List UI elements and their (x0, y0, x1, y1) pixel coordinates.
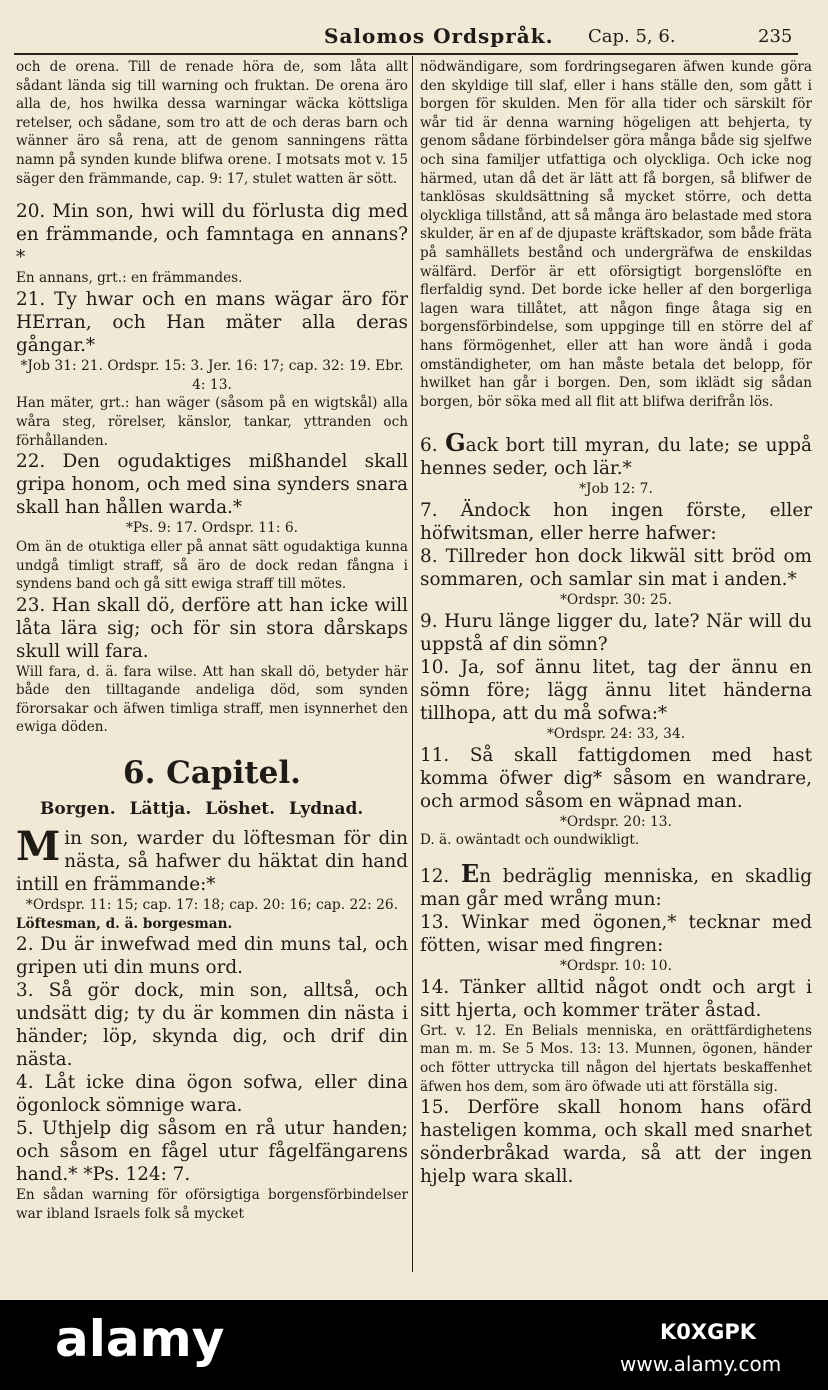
verse-4: 4. Låt icke dina ögon sofwa, eller dina ögonlock sömnige wara. (16, 1072, 408, 1117)
drop-cap: M (16, 823, 61, 871)
commentary-note: En annans, grt.: en främmandes. (16, 270, 243, 287)
running-header (12, 22, 802, 52)
cross-reference: *Ps. 9: 17. Ordspr. 11: 6. (125, 520, 299, 537)
cross-reference: *Job 12: 7. (579, 481, 653, 498)
commentary-note: Han mäter, grt.: han wäger (såsom på en wigtskål) alla wåra steg, rörelser, känslor, tankar, yttranden och förhållanden. (16, 395, 408, 449)
initial-letter: E (460, 859, 480, 889)
commentary-note: nödwändigare, som fordringsegaren äfwen kunde göra den skyldige till slaf, eller i hans ställe den, som gått i borgen för skulden. Men för alla tider och särskilt för wår tid är denna warning högeligen att behjerta, ty genom sådane förbindelser göra många både sig sjelfwe och sina familjer utfattiga och olyckliga. Och icke nog härmed, utan då det är lätt att få borgen, så blifwer de tanklösas skuldsättning så mycket större, och detta olyckliga tillstånd, att så många äro belastade med stora skulder, är en af de djupaste kräftskador, som både fräta på samhällets bestånd och undergräfwa de enskildas wälfärd. Derför är ett oförsigtigt borgenslöfte en flerfaldig synd. Det borde icke heller af den borgerliga lagen wara tillåtet, att någon finge åtaga sig en borgensförbindelse, som uppginge till en större del af hans förmögenhet, eller att han wore ändå i goda omständigheter, om han måste betala det belopp, för hwilket han går i borgen. Den, som iklädt sig sådan borgen, bör söka med all flit att blifwa derifrån lös. (420, 59, 812, 410)
verse-number: 6. (420, 435, 438, 457)
commentary-note: Grt. v. 12. En Belials menniska, en orättfärdighetens man m. m. Se 5 Mos. 13: 13. Munnen, ögonen, händer och fötter uttrycka till någon del hjertats beskaffenhet äfwen hos dem, som äro öfwade uti att förställa sig. (420, 1022, 812, 1095)
right-column (420, 58, 812, 1188)
verse-9: 9. Huru länge ligger du, late? När will du uppstå af din sömn? (420, 610, 812, 655)
commentary-note: Om än de otuktiga eller på annat sätt ogudaktiga kunna undgå timligt straff, så äro de dock redan fångna i syndens band och gå sitt ewiga straff till mötes. (16, 538, 408, 593)
verse-1-text: in son, warder du löftesman för din nästa, så hafwer du häktat din hand intill en främmande:* (16, 828, 408, 896)
book-title: Salomos Ordspråk. (324, 24, 554, 48)
verse-6-text: ack bort till myran, du late; se uppå hennes seder, och lär.* (420, 435, 812, 480)
cross-reference: *Ordspr. 20: 13. (560, 813, 672, 830)
commentary-note: D. ä. owäntadt och oundwikligt. (420, 832, 640, 849)
chapter-reference: Cap. 5, 6. (588, 26, 676, 47)
verse-12-text: n bedräglig menniska, en skadlig man går med wrång mun: (420, 866, 812, 911)
verse-1 (16, 823, 408, 896)
cross-reference: *Ordspr. 30: 25. (560, 592, 672, 609)
verse-3: 3. Så gör dock, min son, alltså, och undsätt dig; ty du är kommen din nästa i händer; löp, skynda dig, och drif din nästa. (16, 980, 408, 1071)
verse-13: 13. Winkar med ögonen,* tecknar med fötten, wisar med fingren: (420, 912, 812, 957)
column-divider (412, 56, 413, 1272)
verse-8: 8. Tillreder hon dock likwäl sitt bröd om sommaren, och samlar sin mat i anden.* (420, 546, 812, 591)
cross-reference: *Ordspr. 11: 15; cap. 17: 18; cap. 20: 16; cap. 22: 26. (25, 897, 399, 914)
cross-reference: *Ordspr. 24: 33, 34. (546, 725, 686, 742)
chapter-heading: 6. Capitel. (123, 755, 301, 792)
verse-21: 21. Ty hwar och en mans wägar äro för HErran, och Han mäter alla deras gångar.* (16, 288, 408, 356)
verse-20: 20. Min son, hwi will du förlusta dig med en främmande, och famntaga en annans?* (16, 201, 408, 269)
verse-14: 14. Tänker alltid något ondt och argt i sitt hjerta, och kommer träter åstad. (420, 976, 812, 1021)
verse-23: 23. Han skall dö, derföre att han icke will låta lära sig; och för sin stora dårskaps skull will fara. (16, 594, 408, 662)
header-rule (14, 53, 798, 55)
alamy-logo: alamy (55, 1310, 225, 1368)
left-column (16, 58, 408, 1224)
verse-number: 12. (420, 866, 450, 888)
verse-10: 10. Ja, sof ännu litet, tag der ännu en sömn före; lägg ännu litet händerna tillhopa, att du må sofwa:* (420, 656, 812, 724)
verse-6 (420, 428, 812, 480)
initial-letter: G (445, 428, 466, 458)
commentary-note: Will fara, d. ä. fara wilse. Att han skall dö, betyder här både den tilltagande andeliga död, som synden förorsakar och äfwen timliga straff, men isynnerhet den ewiga döden. (16, 663, 408, 736)
site-url: www.alamy.com (620, 1352, 782, 1376)
verse-7: 7. Ändock hon ingen förste, eller höfwitsman, eller herre hafwer: (420, 500, 812, 545)
verse-22: 22. Den ogudaktiges mißhandel skall gripa honom, och med sina synders snara skall han hållen warda.* (16, 451, 408, 519)
page-number: 235 (758, 26, 793, 47)
commentary-note: och de orena. Till de renade höra de, som låta allt sådant lända sig till warning och fruktan. De orena äro alla de, hos hwilka dessa warningar wäcka köttsliga retelser, och sådane, som tro att de och deras barn och wänner äro så rena, att de genom sanningens rätta namn på synden kunde blifwa orene. I motsats mot v. 15 säger den främmande, cap. 9: 17, stulet watten är sött. (16, 59, 408, 187)
verse-5: 5. Uthjelp dig såsom en rå utur handen; och såsom en fågel utur fågelfängarens hand.* *Ps. 124: 7. (16, 1118, 408, 1186)
image-code: K0XGPK (660, 1320, 756, 1344)
commentary-note: En sådan warning för oförsigtiga borgensförbindelser war ibland Israels folk så mycket (16, 1187, 408, 1223)
cross-reference: *Job 31: 21. Ordspr. 15: 3. Jer. 16: 17; cap. 32: 19. Ebr. 4: 13. (20, 357, 404, 393)
verse-11: 11. Så skall fattigdomen med hast komma öfwer dig* såsom en wandrare, och armod såsom en wäpnad man. (420, 744, 812, 812)
chapter-topics: Borgen. Lättja. Löshet. Lydnad. (40, 799, 364, 820)
verse-2: 2. Du är inwefwad med din muns tal, och gripen uti din muns ord. (16, 934, 408, 979)
stock-photo-banner (0, 1300, 828, 1390)
cross-reference: *Ordspr. 10: 10. (560, 958, 672, 975)
commentary-note: Löftesman, d. ä. borgesman. (16, 915, 233, 932)
verse-12 (420, 859, 812, 911)
verse-15: 15. Derföre skall honom hans ofärd hasteligen komma, och skall med snarhet sönderbråkad warda, så att der ingen hjelp wara skall. (420, 1097, 812, 1188)
